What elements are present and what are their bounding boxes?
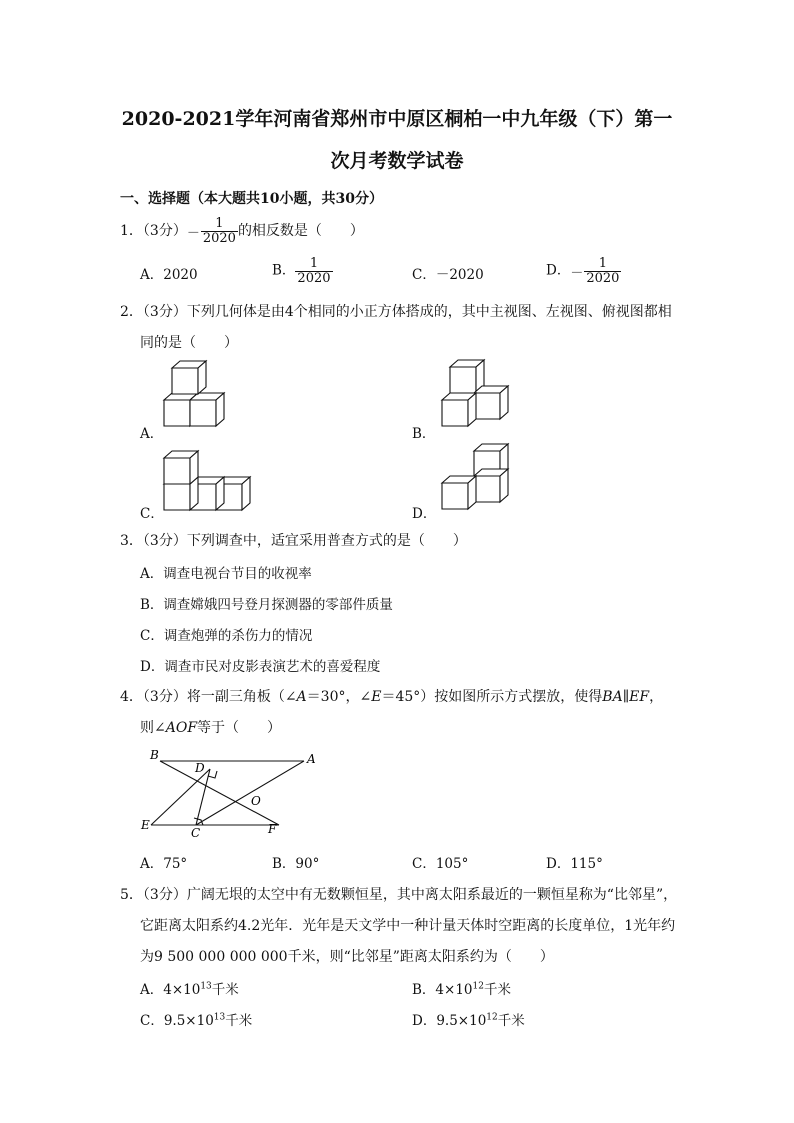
page-title-line1: 2020-2021学年河南省郑州市中原区桐柏一中九年级（下）第一: [121, 108, 673, 130]
q1-suffix: 的相反数是（ ）: [237, 223, 364, 240]
question-1: [120, 217, 364, 245]
question-3: 3．（3分）下列调查中，适宜采用普查方式的是（ ）: [120, 533, 467, 549]
cube: [442, 393, 476, 426]
q3-option-b[interactable]: B．调查嫦娥四号登月探测器的零部件质量: [140, 597, 393, 613]
q2-option-c[interactable]: C．: [140, 506, 164, 522]
q1-option-d[interactable]: D．－ $\frac{1}{2020}$: [546, 256, 620, 286]
cube: [442, 476, 476, 509]
q1-option-c[interactable]: C．－2020: [412, 267, 484, 283]
q1-option-a[interactable]: A．2020: [140, 267, 198, 283]
cube: [164, 451, 198, 484]
q2-figure-c: [160, 450, 260, 516]
q4-label-e: E: [141, 818, 150, 832]
q5-option-c[interactable]: C．$9.5\times 10^{13}$千米: [140, 1012, 253, 1029]
cube: [190, 393, 224, 426]
q4-option-c[interactable]: C．105°: [412, 856, 469, 872]
q5-option-a[interactable]: A．$4\times 10^{13}$千米: [140, 981, 239, 998]
cube: [172, 361, 206, 394]
q4-option-b[interactable]: B．90°: [272, 856, 320, 872]
q2-figure-d: [436, 443, 516, 518]
q4-label-f: F: [268, 822, 277, 836]
q2-figure-b: [436, 360, 516, 435]
q1-option-b[interactable]: B． $\frac{1}{2020}$: [272, 256, 331, 286]
q4-option-d[interactable]: D．115°: [546, 856, 603, 872]
section-heading: 一、选择题（本大题共10小题，共30分）: [120, 191, 383, 207]
question-5-line2: 它距离太阳系约4.2光年．光年是天文学中一种计量天体时空距离的长度单位，1光年约: [140, 918, 676, 934]
q2-option-b[interactable]: B．: [412, 426, 436, 442]
q1-prefix: 1．（3分）: [120, 223, 187, 240]
question-5-line3: 为9 500 000 000 000千米，则“比邻星”距离太阳系约为（ ）: [140, 949, 554, 965]
q2-figure-a: [160, 360, 240, 435]
question-4-line1: 4．（3分）将一副三角板（∠A＝30°，∠E＝45°）按如图所示方式摆放，使得BA∥EF，: [120, 689, 664, 705]
q4-label-o: O: [251, 794, 261, 808]
q1-neg-sign: －: [186, 225, 200, 241]
question-2-line2: 同的是（ ）: [140, 335, 238, 351]
question-5-line1: 5．（3分）广阔无垠的太空中有无数颗恒星，其中离太阳系最近的一颗恒星称为“比邻星”，: [120, 887, 678, 903]
cube: [474, 386, 508, 419]
question-2-line1: 2．（3分）下列几何体是由4个相同的小正方体搭成的，其中主视图、左视图、俯视图都相: [120, 304, 672, 320]
q3-option-a[interactable]: A．调查电视台节目的收视率: [140, 566, 312, 582]
page-title-line2: 次月考数学试卷: [330, 150, 464, 172]
q2-option-d[interactable]: D．: [412, 506, 437, 522]
q4-label-c: C: [191, 826, 201, 840]
q4-label-a: A: [307, 752, 316, 766]
q2-option-a[interactable]: A．: [140, 426, 164, 442]
q4-label-b: B: [150, 748, 159, 762]
question-4-line2: 则∠AOF等于（ ）: [140, 720, 282, 736]
q3-option-c[interactable]: C．调查炮弹的杀伤力的情况: [140, 628, 313, 644]
q5-option-d[interactable]: D．$9.5\times 10^{12}$千米: [412, 1012, 525, 1029]
q5-option-b[interactable]: B．$4\times 10^{12}$千米: [412, 981, 511, 998]
cube: [474, 469, 508, 502]
q1-fraction: $\frac{1}{2020}$: [202, 216, 236, 246]
q4-option-a[interactable]: A．75°: [140, 856, 188, 872]
q3-option-d[interactable]: D．调查市民对皮影表演艺术的喜爱程度: [140, 659, 381, 675]
q4-triangle-figure: [138, 748, 328, 840]
q4-label-d: D: [195, 761, 205, 775]
